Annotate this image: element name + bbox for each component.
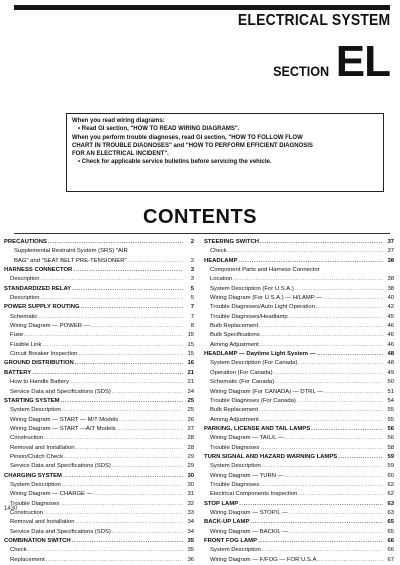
toc-entry-title: Removal and Installation — [10, 519, 75, 526]
toc-entry-title: Wiring Diagram — POWER — — [10, 323, 90, 330]
toc-entry-title: Trouble Diagnoses — [10, 500, 60, 507]
toc-page-number: 37 — [387, 248, 394, 255]
toc-page-number: 21 — [187, 369, 194, 376]
toc-page-number: 65 — [387, 528, 394, 535]
toc-page-number: 48 — [387, 360, 394, 367]
toc-page-number: 3 — [190, 276, 194, 283]
notice-line: When you read wiring diagrams: — [72, 118, 165, 124]
toc-entry-title: Removal and Installation — [10, 444, 75, 451]
notice-line: CHART IN TROUBLE DIAGNOSES" and "HOW TO PERFORM EFFICIENT DIAGNOSIS — [72, 142, 313, 149]
toc-leader-dots — [260, 341, 383, 350]
toc-leader-dots — [275, 378, 383, 387]
toc-entry-title: Wiring Diagram (For CANADA) — DTRL — — [210, 388, 324, 395]
toc-page-number: 28 — [187, 444, 194, 451]
toc-page-number: 5 — [190, 285, 194, 292]
toc-page-number: 16 — [187, 360, 194, 367]
toc-subentry[interactable] — [204, 303, 394, 312]
toc-section-entry[interactable] — [4, 397, 194, 406]
toc-page-number: 26 — [187, 416, 194, 423]
toc-page-number: 51 — [387, 388, 394, 395]
toc-leader-dots — [46, 556, 183, 565]
toc-leader-dots — [72, 285, 183, 294]
toc-entry-title: Wiring Diagram — START — M/T Models — [10, 416, 119, 423]
toc-entry-title: System Description — [210, 547, 261, 554]
toc-section-entry[interactable] — [4, 266, 194, 275]
toc-entry-title: HEADLAMP — [204, 257, 238, 264]
toc-subentry[interactable] — [204, 247, 394, 256]
toc-entry-title: Check — [210, 248, 227, 255]
toc-leader-dots — [298, 359, 383, 368]
toc-page-number: 34 — [187, 528, 194, 535]
toc-leader-dots — [285, 472, 383, 481]
toc-subentry[interactable] — [204, 369, 394, 378]
toc-leader-dots — [323, 294, 383, 303]
toc-entry-title: Trouble Diagnoses — [210, 481, 260, 488]
toc-leader-dots — [78, 350, 183, 359]
toc-leader-dots — [60, 500, 183, 509]
toc-page-number: 56 — [387, 425, 394, 432]
toc-entry-title: Wiring Diagram — TURN — — [210, 472, 284, 479]
toc-page-number: 35 — [187, 547, 194, 554]
toc-page-number: 3 — [190, 267, 194, 274]
toc-section-entry[interactable] — [204, 257, 394, 266]
toc-entry-title: Wiring Diagram — CHARGE — — [10, 491, 93, 498]
toc-subentry[interactable] — [4, 528, 194, 537]
toc-subentry[interactable] — [204, 546, 394, 555]
toc-entry-title: BAG" and "SEAT BELT PRE-TENSIONER" — [14, 257, 127, 264]
toc-subentry[interactable] — [204, 285, 394, 294]
toc-page-number: 31 — [187, 491, 194, 498]
toc-subentry[interactable] — [204, 509, 394, 518]
toc-section-entry[interactable] — [4, 369, 194, 378]
toc-leader-dots — [44, 434, 183, 443]
toc-subentry[interactable] — [4, 331, 194, 340]
toc-page-number: 55 — [387, 407, 394, 414]
toc-entry-title: STANDARDIZED RELAY — [4, 285, 72, 292]
toc-subentry[interactable] — [204, 341, 394, 350]
toc-page-number: 15 — [187, 341, 194, 348]
section-label: SECTION — [272, 63, 329, 79]
toc-leader-dots — [91, 322, 183, 331]
toc-subentry[interactable] — [4, 490, 194, 499]
toc-subentry[interactable] — [4, 453, 194, 462]
toc-leader-dots — [112, 388, 183, 397]
toc-entry-title: HARNESS CONNECTOR — [4, 267, 73, 274]
toc-subentry[interactable] — [4, 247, 194, 256]
toc-subentry[interactable] — [4, 378, 194, 387]
toc-leader-dots — [274, 369, 383, 378]
toc-page-number: 25 — [187, 407, 194, 414]
toc-page-number: 15 — [187, 351, 194, 358]
toc-leader-dots — [73, 266, 183, 275]
toc-leader-dots — [297, 397, 383, 406]
toc-subentry[interactable] — [204, 397, 394, 406]
toc-entry-title: Wiring Diagram — F/FOG — FOR U.S.A. — [210, 556, 319, 563]
toc-page-number: 58 — [387, 444, 394, 451]
toc-page-number: 62 — [387, 481, 394, 488]
toc-entry-title: STARTING SYSTEM — [4, 397, 60, 404]
toc-section-entry[interactable] — [204, 537, 394, 546]
toc-leader-dots — [24, 331, 183, 340]
toc-leader-dots — [285, 434, 383, 443]
toc-subentry[interactable] — [4, 313, 194, 322]
toc-entry-title: Aiming Adjustment — [210, 416, 259, 423]
toc-subentry[interactable] — [4, 406, 194, 415]
toc-subentry[interactable] — [4, 425, 194, 434]
toc-subentry[interactable] — [4, 416, 194, 425]
toc-entry-title: Supplemental Restraint System (SRS) "AIR — [14, 248, 128, 255]
toc-subentry[interactable] — [4, 294, 194, 303]
toc-entry-title: Trouble Diagnoses (For Canada) — [210, 397, 296, 404]
toc-subentry[interactable] — [4, 275, 194, 284]
toc-leader-dots — [62, 406, 183, 415]
toc-section-entry[interactable] — [204, 425, 394, 434]
toc-page-number: 66 — [387, 547, 394, 554]
toc-left-column — [4, 238, 194, 565]
toc-section-entry[interactable] — [204, 500, 394, 509]
toc-entry-title: Location — [210, 276, 233, 283]
toc-page-number: 2 — [190, 239, 194, 245]
toc-entry-title: POWER SUPPLY ROUTING — [4, 304, 80, 311]
toc-entry-title: How to Handle Battery — [10, 379, 69, 386]
toc-subentry[interactable] — [204, 331, 394, 340]
toc-subentry[interactable] — [204, 322, 394, 331]
toc-subentry[interactable] — [4, 462, 194, 471]
toc-leader-dots — [250, 518, 383, 527]
section-heading — [270, 37, 390, 86]
toc-entry-title: System Description — [10, 481, 61, 488]
toc-page-number: 28 — [187, 435, 194, 442]
toc-leader-dots — [311, 425, 383, 434]
toc-page-number: 56 — [387, 435, 394, 442]
toc-subentry[interactable] — [204, 556, 394, 565]
toc-entry-title: Bulb Replacement — [210, 323, 259, 330]
toc-entry-title: System Description (For U.S.A.) — [210, 285, 294, 292]
toc-leader-dots — [61, 397, 183, 406]
toc-entry-title: Wiring Diagram — STOP/L — — [210, 509, 288, 516]
toc-entry-title: Description — [10, 276, 40, 283]
toc-page-number: 62 — [387, 491, 394, 498]
toc-subentry[interactable] — [4, 444, 194, 453]
toc-entry-title: GROUND DISTRIBUTION — [4, 360, 74, 367]
toc-entry-title: Bulb Replacement — [210, 407, 259, 414]
toc-subentry[interactable] — [4, 350, 194, 359]
notice-line: FOR AN ELECTRICAL INCIDENT". — [72, 151, 169, 158]
toc-page-number: 60 — [387, 472, 394, 479]
toc-subentry[interactable] — [204, 388, 394, 397]
toc-subentry[interactable] — [4, 481, 194, 490]
toc-page-number: 34 — [187, 519, 194, 526]
toc-page-number: 25 — [187, 397, 194, 404]
toc-subentry[interactable] — [4, 322, 194, 331]
toc-page-number: 40 — [387, 295, 394, 302]
toc-entry-title: Schematic (For Canada) — [210, 379, 275, 386]
toc-page-number: 54 — [387, 397, 394, 404]
toc-leader-dots — [39, 313, 183, 322]
toc-entry-title: Fuse — [10, 332, 24, 339]
toc-entry-title: COMBINATION SWITCH — [4, 538, 71, 544]
toc-subentry[interactable] — [204, 528, 394, 537]
toc-page-number: 49 — [387, 369, 394, 376]
toc-subentry[interactable] — [4, 341, 194, 350]
toc-entry-title: Circuit Breaker Inspection — [10, 351, 78, 358]
toc-leader-dots — [261, 331, 383, 340]
toc-leader-dots — [70, 378, 183, 387]
toc-page-number: 66 — [387, 538, 394, 544]
toc-subentry[interactable] — [204, 313, 394, 322]
toc-subentry[interactable] — [204, 416, 394, 425]
toc-entry-title: Operation (For Canada) — [210, 369, 273, 376]
toc-entry-title: Service Data and Specifications (SDS) — [10, 388, 111, 395]
toc-page-number: 46 — [387, 341, 394, 348]
toc-leader-dots — [260, 416, 383, 425]
toc-entry-title: Pinion/Clutch Check — [10, 453, 64, 460]
toc-entry-title: Component Parts and Harness Connector — [210, 267, 320, 274]
toc-leader-dots — [72, 537, 183, 546]
toc-leader-dots — [76, 518, 183, 527]
toc-subentry[interactable] — [4, 257, 194, 266]
toc-leader-dots — [289, 528, 383, 537]
toc-subentry[interactable] — [204, 266, 394, 275]
toc-page-number: 33 — [187, 509, 194, 516]
toc-subentry[interactable] — [4, 500, 194, 509]
toc-section-entry[interactable] — [204, 453, 394, 462]
contents-title: CONTENTS — [143, 206, 257, 228]
toc-entry-title: CHARGING SYSTEM — [4, 472, 62, 479]
toc-entry-title: BACK-UP LAMP — [204, 519, 250, 526]
toc-leader-dots — [258, 537, 383, 546]
toc-entry-title: System Description (For Canada) — [210, 360, 298, 367]
toc-entry-title: Service Data and Specifications (SDS) — [10, 463, 111, 470]
toc-leader-dots — [28, 546, 183, 555]
toc-leader-dots — [260, 481, 383, 490]
toc-section-entry[interactable] — [4, 285, 194, 294]
toc-right-column — [204, 238, 394, 565]
toc-page-number: 29 — [187, 453, 194, 460]
toc-page-number: 38 — [387, 257, 394, 264]
toc-page-number: 36 — [187, 556, 194, 563]
toc-entry-title: Wiring Diagram — BACK/L — — [210, 528, 289, 535]
toc-page-number: 21 — [187, 379, 194, 386]
toc-page-number: 7 — [190, 313, 194, 320]
toc-subentry[interactable] — [204, 275, 394, 284]
toc-leader-dots — [112, 528, 183, 537]
toc-subentry[interactable] — [204, 378, 394, 387]
toc-subentry[interactable] — [204, 444, 394, 453]
toc-subentry[interactable] — [4, 388, 194, 397]
toc-entry-title: Wiring Diagram — TAIL/L — — [210, 435, 284, 442]
toc-entry-title: STEERING SWITCH — [204, 239, 259, 245]
toc-entry-title: Fusible Link — [10, 341, 42, 348]
toc-section-entry[interactable] — [4, 472, 194, 481]
toc-section-entry[interactable] — [204, 350, 394, 359]
toc-leader-dots — [316, 303, 383, 312]
toc-page-number: 7 — [190, 304, 194, 311]
toc-page-number: 59 — [387, 453, 394, 460]
toc-entry-title: PARKING, LICENSE AND TAIL LAMPS — [204, 425, 311, 432]
toc-page-number: 30 — [187, 472, 194, 479]
toc-subentry[interactable] — [4, 556, 194, 565]
toc-leader-dots — [75, 359, 183, 368]
toc-subentry[interactable] — [4, 509, 194, 518]
toc-entry-title: Check — [10, 547, 27, 554]
toc-entry-title: Description — [10, 295, 40, 302]
toc-entry-title: Wiring Diagram (For U.S.A.) — H/LAMP — — [210, 295, 323, 302]
toc-leader-dots — [324, 388, 383, 397]
toc-leader-dots — [228, 247, 383, 256]
toc-leader-dots — [93, 490, 183, 499]
toc-entry-title: Trouble Diagnoses — [210, 444, 260, 451]
toc-leader-dots — [81, 303, 183, 312]
toc-leader-dots — [289, 509, 383, 518]
toc-section-entry[interactable] — [4, 303, 194, 312]
toc-leader-dots — [112, 462, 183, 471]
toc-page-number: 15 — [187, 332, 194, 339]
section-code: EL — [335, 37, 390, 86]
toc-page-number: 2 — [190, 257, 194, 264]
toc-page-number: 55 — [387, 416, 394, 423]
toc-subentry[interactable] — [204, 406, 394, 415]
toc-page-number: 37 — [387, 239, 394, 245]
toc-page-number: 38 — [387, 285, 394, 292]
toc-page-number: 67 — [387, 556, 394, 563]
toc-leader-dots — [48, 238, 183, 247]
toc-subentry[interactable] — [4, 434, 194, 443]
toc-entry-title: Construction — [10, 509, 44, 516]
toc-page-number: 42 — [387, 304, 394, 311]
toc-entry-title: Construction — [10, 435, 44, 442]
toc-section-entry[interactable] — [4, 238, 194, 247]
toc-leader-dots — [62, 481, 183, 490]
notice-line: • Read GI section, "HOW TO READ WIRING DIAGRAMS". — [78, 126, 240, 133]
toc-entry-title: HEADLAMP — Daytime Light System — — [204, 351, 316, 358]
toc-entry-title: Trouble Diagnoses/Auto Light Operation — [210, 304, 315, 311]
header-rule — [14, 5, 390, 10]
toc-section-entry[interactable] — [204, 518, 394, 527]
toc-entry-title: Electrical Components Inspection — [210, 491, 298, 498]
toc-entry-title: System Description — [10, 407, 61, 414]
toc-subentry[interactable] — [204, 472, 394, 481]
toc-entry-title: Trouble Diagnoses/Headlamp — [210, 313, 288, 320]
toc-entry-title: Schematic — [10, 313, 38, 320]
toc-page-number: 38 — [387, 276, 394, 283]
toc-page-number: 46 — [387, 332, 394, 339]
toc-subentry[interactable] — [204, 359, 394, 368]
toc-leader-dots — [63, 472, 183, 481]
toc-subentry[interactable] — [204, 481, 394, 490]
toc-entry-title: STOP LAMP — [204, 500, 239, 507]
toc-leader-dots — [40, 294, 183, 303]
toc-page-number: 29 — [187, 463, 194, 470]
toc-leader-dots — [289, 313, 383, 322]
notice-box — [66, 113, 384, 192]
toc-leader-dots — [260, 238, 383, 247]
toc-subentry[interactable] — [204, 434, 394, 443]
toc-page-number: 59 — [387, 463, 394, 470]
toc-entry-title: Aiming Adjustment — [210, 341, 259, 348]
toc-page-number: 65 — [387, 519, 394, 526]
toc-leader-dots — [298, 490, 383, 499]
toc-leader-dots — [259, 322, 383, 331]
toc-page-number: 45 — [387, 313, 394, 320]
toc-leader-dots — [76, 444, 183, 453]
toc-leader-dots — [259, 406, 383, 415]
toc-page-number: 50 — [387, 379, 394, 386]
toc-leader-dots — [44, 509, 183, 518]
toc-section-entry[interactable] — [204, 238, 394, 247]
toc-subentry[interactable] — [4, 518, 194, 527]
toc-leader-dots — [32, 369, 183, 378]
toc-leader-dots — [260, 444, 383, 453]
toc-entry-title: Replacement — [10, 556, 45, 563]
toc-leader-dots — [338, 453, 383, 462]
toc-page-number: 63 — [387, 509, 394, 516]
toc-page-number: 5 — [190, 295, 194, 302]
toc-section-entry[interactable] — [4, 537, 194, 546]
toc-leader-dots — [40, 275, 183, 284]
toc-leader-dots — [42, 341, 183, 350]
toc-leader-dots — [319, 556, 383, 565]
toc-page-number: 63 — [387, 500, 394, 507]
toc-page-number: 48 — [387, 351, 394, 358]
toc-page-number: 27 — [187, 425, 194, 432]
toc-subentry[interactable] — [204, 294, 394, 303]
toc-leader-dots — [117, 425, 183, 434]
toc-page-number: 24 — [187, 388, 194, 395]
toc-entry-title: Bulb Specifications — [210, 332, 260, 339]
toc-entry-title: TURN SIGNAL AND HAZARD WARNING LAMPS — [204, 453, 338, 460]
toc-subentry[interactable] — [204, 462, 394, 471]
toc-page-number: 32 — [187, 500, 194, 507]
page-number: 1430 — [4, 506, 18, 512]
toc-page-number: 46 — [387, 323, 394, 330]
notice-line: When you perform trouble diagnoses, read GI section, "HOW TO FOLLOW FLOW — [72, 134, 303, 141]
toc-leader-dots — [262, 546, 383, 555]
toc-page-number: 30 — [187, 481, 194, 488]
toc-entry-title: System Description — [210, 463, 261, 470]
toc-entry-title: PRECAUTIONS — [4, 239, 47, 245]
notice-line: • Check for applicable service bulletins before servicing the vehicle. — [78, 159, 272, 166]
contents-divider — [14, 233, 390, 234]
toc-subentry[interactable] — [4, 546, 194, 555]
toc-subentry[interactable] — [204, 490, 394, 499]
toc-section-entry[interactable] — [4, 359, 194, 368]
toc-page-number: 35 — [187, 538, 194, 544]
toc-leader-dots — [239, 500, 383, 509]
toc-leader-dots — [262, 462, 383, 471]
toc-leader-dots — [64, 453, 183, 462]
toc-leader-dots — [238, 257, 383, 266]
toc-entry-title: BATTERY — [4, 369, 32, 376]
toc-leader-dots — [119, 416, 183, 425]
toc-leader-dots — [317, 350, 383, 359]
toc-leader-dots — [128, 257, 183, 266]
toc-entry-title: Service Data and Specifications (SDS) — [10, 528, 111, 535]
toc-entry-title: FRONT FOG LAMP — [204, 538, 258, 544]
toc-entry-title: Wiring Diagram — START —A/T Models — [10, 425, 116, 432]
toc-leader-dots — [233, 275, 383, 284]
system-title: ELECTRICAL SYSTEM — [237, 12, 390, 29]
toc-leader-dots — [295, 285, 383, 294]
toc-page-number: 8 — [190, 323, 194, 330]
